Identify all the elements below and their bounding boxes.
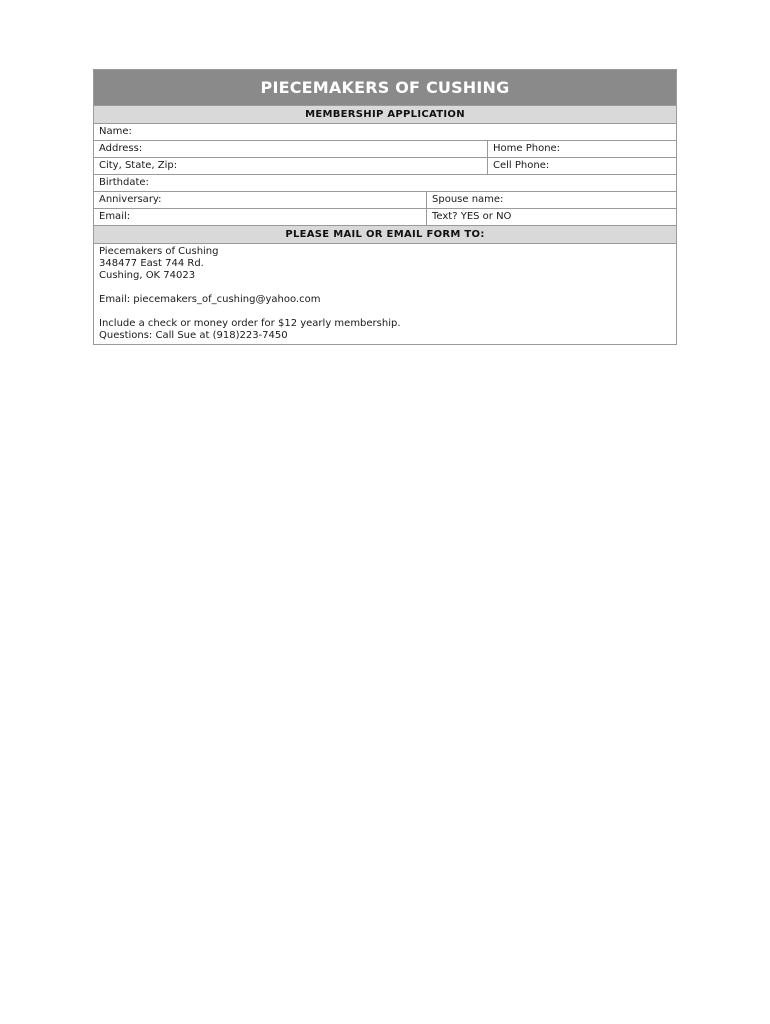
anniversary-row bbox=[94, 191, 676, 208]
address-row bbox=[94, 140, 676, 157]
form-title: PIECEMAKERS OF CUSHING bbox=[94, 70, 676, 105]
address-field[interactable]: Address: bbox=[94, 141, 488, 157]
mail-header: PLEASE MAIL OR EMAIL FORM TO: bbox=[94, 225, 676, 243]
payment-note: Include a check or money order for $12 yearly membership. bbox=[99, 318, 401, 329]
email-row bbox=[94, 208, 676, 225]
name-row bbox=[94, 123, 676, 140]
mail-street: 348477 East 744 Rd. bbox=[99, 258, 204, 269]
mail-info-block bbox=[94, 243, 676, 344]
form-subtitle: MEMBERSHIP APPLICATION bbox=[94, 105, 676, 123]
spouse-name-field[interactable]: Spouse name: bbox=[432, 194, 504, 205]
city-state-zip-field[interactable]: City, State, Zip: bbox=[94, 158, 488, 174]
questions-note: Questions: Call Sue at (918)223-7450 bbox=[99, 330, 288, 341]
cell-phone-field[interactable]: Cell Phone: bbox=[493, 160, 550, 171]
birthdate-field[interactable]: Birthdate: bbox=[99, 177, 149, 188]
mail-city: Cushing, OK 74023 bbox=[99, 270, 196, 281]
city-row bbox=[94, 157, 676, 174]
mail-org: Piecemakers of Cushing bbox=[99, 246, 219, 257]
email-field[interactable]: Email: bbox=[94, 209, 427, 225]
anniversary-field[interactable]: Anniversary: bbox=[94, 192, 427, 208]
spacer bbox=[99, 282, 671, 294]
name-field[interactable]: Name: bbox=[99, 126, 132, 137]
birthdate-row bbox=[94, 174, 676, 191]
text-optin-field[interactable]: Text? YES or NO bbox=[432, 211, 512, 222]
mail-email: Email: piecemakers_of_cushing@yahoo.com bbox=[99, 294, 321, 305]
home-phone-field[interactable]: Home Phone: bbox=[493, 143, 561, 154]
membership-form bbox=[93, 69, 677, 345]
spacer bbox=[99, 306, 671, 318]
